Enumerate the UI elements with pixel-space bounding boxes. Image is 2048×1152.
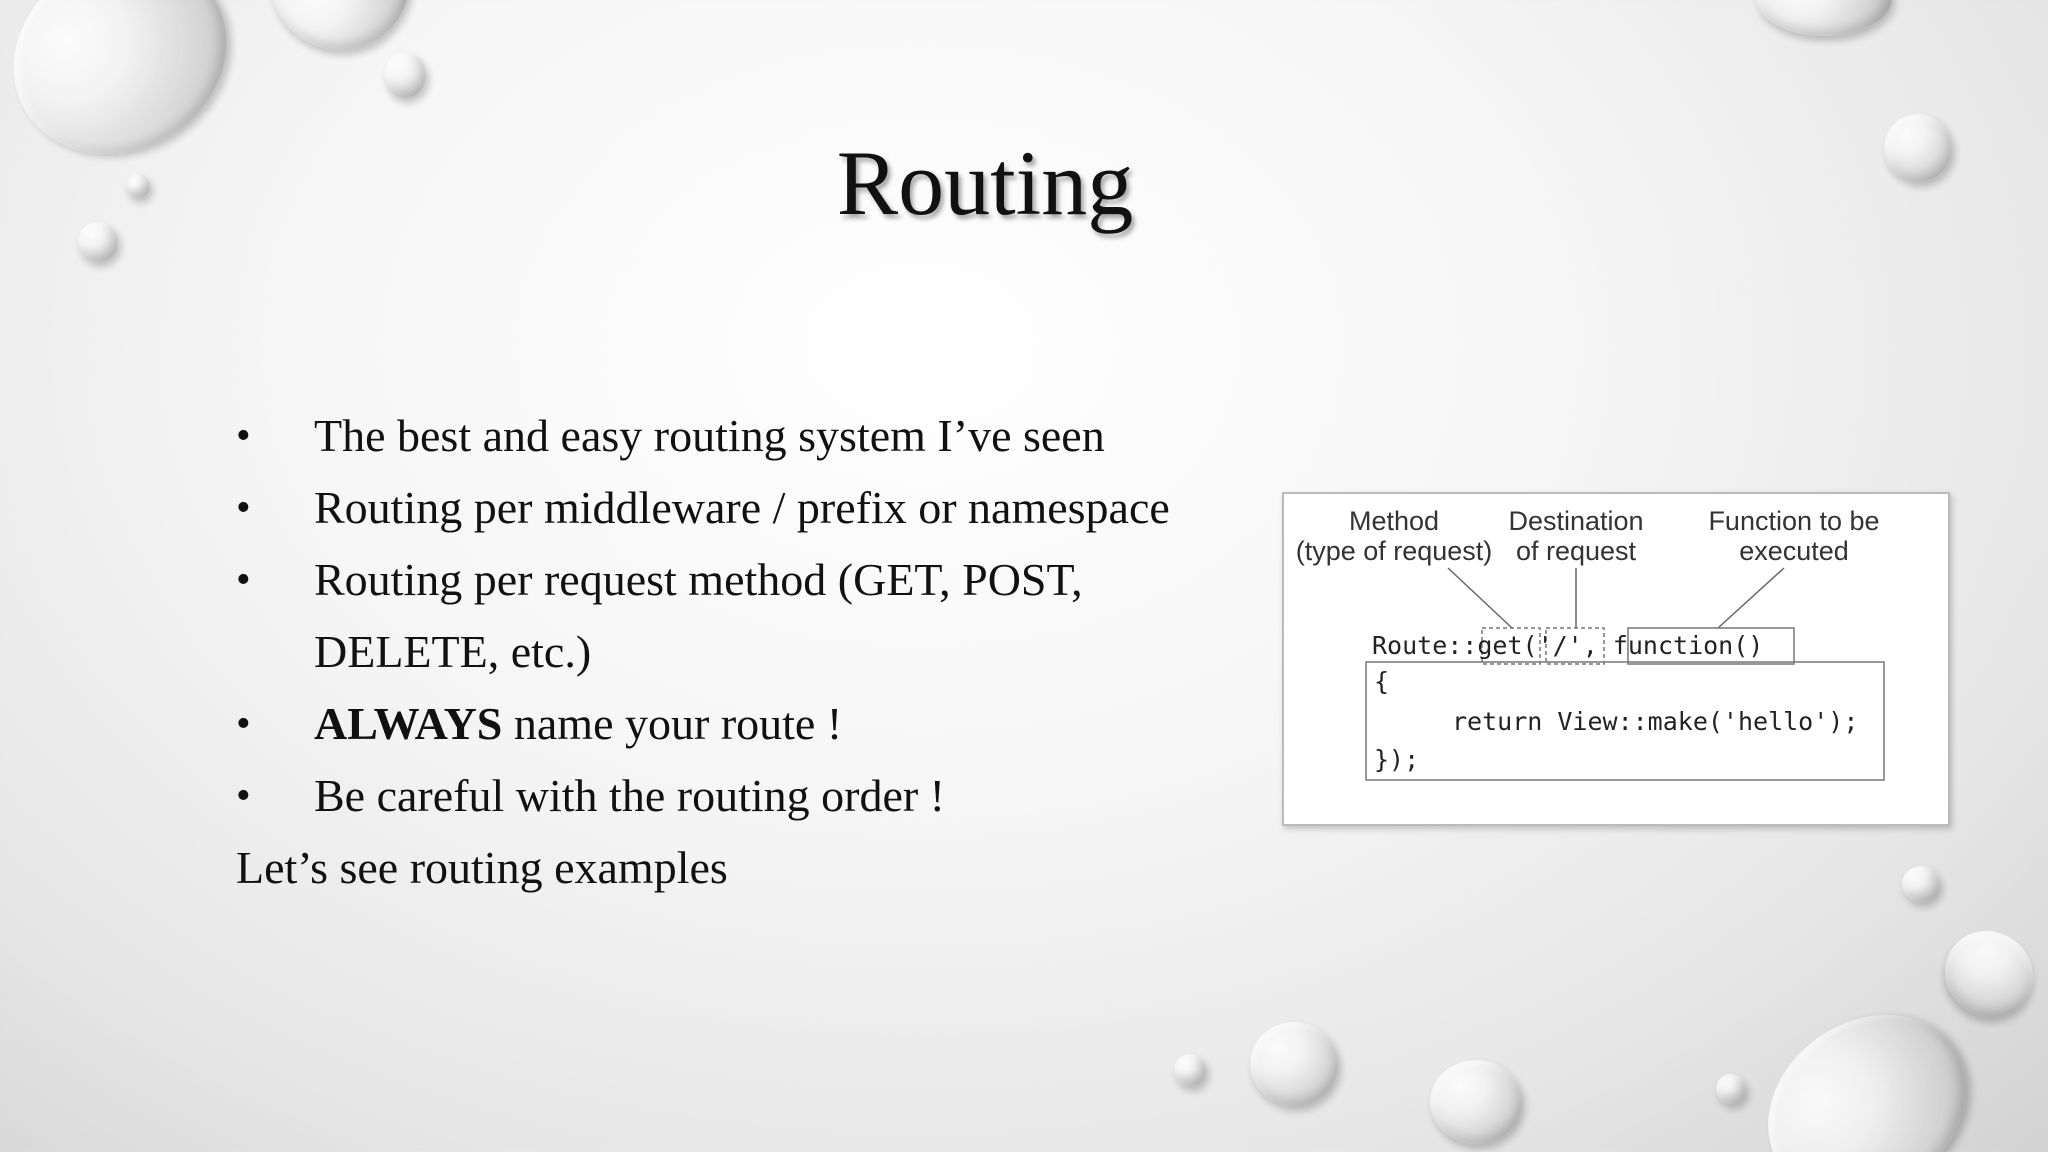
leader-line-method bbox=[1448, 568, 1512, 628]
label-function-2: executed bbox=[1739, 536, 1849, 566]
water-drop-decoration bbox=[1756, 0, 1892, 36]
route-diagram-svg bbox=[1284, 494, 1944, 820]
water-drop-decoration bbox=[270, 0, 410, 50]
water-drop-decoration bbox=[1174, 1054, 1206, 1086]
label-destination-2: of request bbox=[1515, 536, 1637, 566]
water-drop-decoration bbox=[1902, 866, 1940, 902]
bullet-glyph: • bbox=[236, 701, 251, 747]
bullet-glyph: • bbox=[236, 557, 251, 603]
water-drop-decoration bbox=[1928, 914, 2048, 1034]
water-drop-decoration bbox=[1716, 1074, 1746, 1104]
water-drop-decoration bbox=[1430, 1060, 1522, 1144]
label-method-2: (type of request) bbox=[1295, 536, 1493, 566]
bullet-text: name your route ! bbox=[502, 698, 843, 749]
leader-line-function bbox=[1718, 568, 1784, 628]
slide-title: Routing bbox=[836, 132, 1134, 234]
water-drop-decoration bbox=[1250, 1022, 1338, 1106]
bullet-bold-text: ALWAYS bbox=[314, 698, 503, 749]
code-line-2: { bbox=[1374, 667, 1390, 696]
bullet-text: Routing per request method (GET, POST, DELETE, etc.) bbox=[314, 554, 1083, 677]
label-destination-1: Destination bbox=[1508, 506, 1644, 536]
bullet-item bbox=[236, 760, 1236, 832]
label-function-1: Function to be bbox=[1708, 506, 1880, 536]
bullet-item bbox=[236, 400, 1236, 472]
bullet-glyph: • bbox=[236, 485, 251, 531]
route-diagram bbox=[1282, 492, 1950, 826]
bullet-item bbox=[236, 544, 1194, 688]
code-line-1: Route::get('/', function() bbox=[1372, 631, 1764, 660]
label-method-1: Method bbox=[1348, 506, 1440, 536]
bullet-glyph: • bbox=[236, 773, 251, 819]
bullet-text: The best and easy routing system I’ve seen bbox=[314, 410, 1105, 461]
bullet-text: Routing per middleware / prefix or namespace bbox=[314, 482, 1170, 533]
bullet-text: Be careful with the routing order ! bbox=[314, 770, 945, 821]
bullet-list bbox=[236, 400, 1236, 832]
water-drop-decoration bbox=[384, 52, 426, 98]
code-line-4: }); bbox=[1374, 745, 1420, 774]
footer-line: Let’s see routing examples bbox=[236, 842, 728, 893]
bullet-glyph: • bbox=[236, 413, 251, 459]
code-line-3: return View::make('hello'); bbox=[1452, 707, 1859, 736]
bullet-item bbox=[236, 472, 1236, 544]
bullet-item bbox=[236, 688, 1236, 760]
